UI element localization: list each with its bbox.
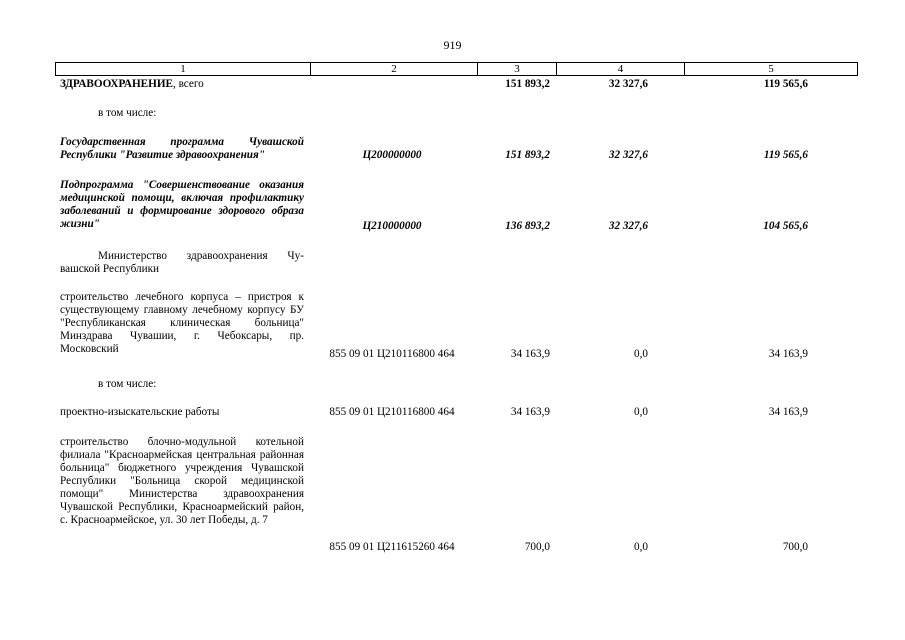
row-including-label-2: в том числе: [98, 378, 157, 390]
row-program-name: Государственная программа Чувашской Республики "Развитие здравоохранения" [60, 136, 304, 161]
row-construction-1-v5: 34 163,9 [768, 348, 808, 360]
row-construction-2-v4: 0,0 [634, 541, 648, 553]
row-program-v5: 119 565,6 [763, 149, 808, 161]
row-construction-1-name: строительство лечебного корпуса – пристроя к существующему главному лечебному корпусу БУ "Республиканская клиническая больница" Минздрава Чувашии, г. Чебоксары, пр. Московский [60, 291, 304, 355]
row-including-label: в том числе: [98, 107, 157, 119]
row-total-title: ЗДРАВООХРАНЕНИЕ [60, 78, 173, 90]
row-program-v3: 151 893,2 [505, 149, 550, 161]
row-subprogram-v5: 104 565,6 [763, 220, 808, 232]
row-total-name [60, 78, 304, 91]
row-design-name: проектно-изыскательские работы [60, 406, 220, 418]
column-header-3: 3 [514, 63, 520, 75]
row-construction-1-v3: 34 163,9 [510, 348, 550, 360]
row-construction-2-name: строительство блочно-модульной котельной филиала "Красноармейская центральная районная больница" бюджетного учреждения Чувашской Республики "Больница скорой медицинской помощи" Министерства здравоохранения Чувашской Республики, Красноармейский район, с. Красноармейское, ул. 30 лет Победы, д. 7 [60, 436, 304, 526]
row-design-v3: 34 163,9 [510, 406, 550, 418]
row-design-code: 855 09 01 Ц210116800 464 [329, 406, 455, 418]
row-total-v5: 119 565,6 [763, 78, 808, 90]
page-number: 919 [443, 38, 462, 52]
row-construction-1-code: 855 09 01 Ц210116800 464 [329, 348, 455, 360]
row-construction-2-v3: 700,0 [524, 541, 550, 553]
row-design-v4: 0,0 [634, 406, 648, 418]
row-total-v4: 32 327,6 [608, 78, 648, 90]
row-subprogram-v4: 32 327,6 [608, 220, 648, 232]
row-program-code: Ц200000000 [362, 149, 422, 161]
row-ministry-name: Министерство здравоохранения Чувашской Республики [60, 250, 304, 275]
row-total-v3: 151 893,2 [505, 78, 550, 90]
row-subprogram-name: Подпрограмма "Совершенствование оказания медицинской помощи, включая профилактику заболеваний и формирование здорового образа жизни" [60, 179, 304, 230]
row-total-suffix: , всего [172, 78, 204, 90]
column-header-2: 2 [391, 63, 397, 75]
column-header-4: 4 [617, 63, 624, 75]
column-header-5: 5 [768, 63, 774, 75]
row-construction-1-v4: 0,0 [634, 348, 648, 360]
row-subprogram-v3: 136 893,2 [505, 220, 550, 232]
table-header [55, 62, 858, 76]
row-construction-2-v5: 700,0 [782, 541, 808, 553]
row-construction-2-code: 855 09 01 Ц211615260 464 [329, 541, 455, 553]
column-header-1: 1 [180, 63, 186, 75]
row-design-v5: 34 163,9 [768, 406, 808, 418]
row-subprogram-code: Ц210000000 [362, 220, 422, 232]
row-program-v4: 32 327,6 [608, 149, 648, 161]
